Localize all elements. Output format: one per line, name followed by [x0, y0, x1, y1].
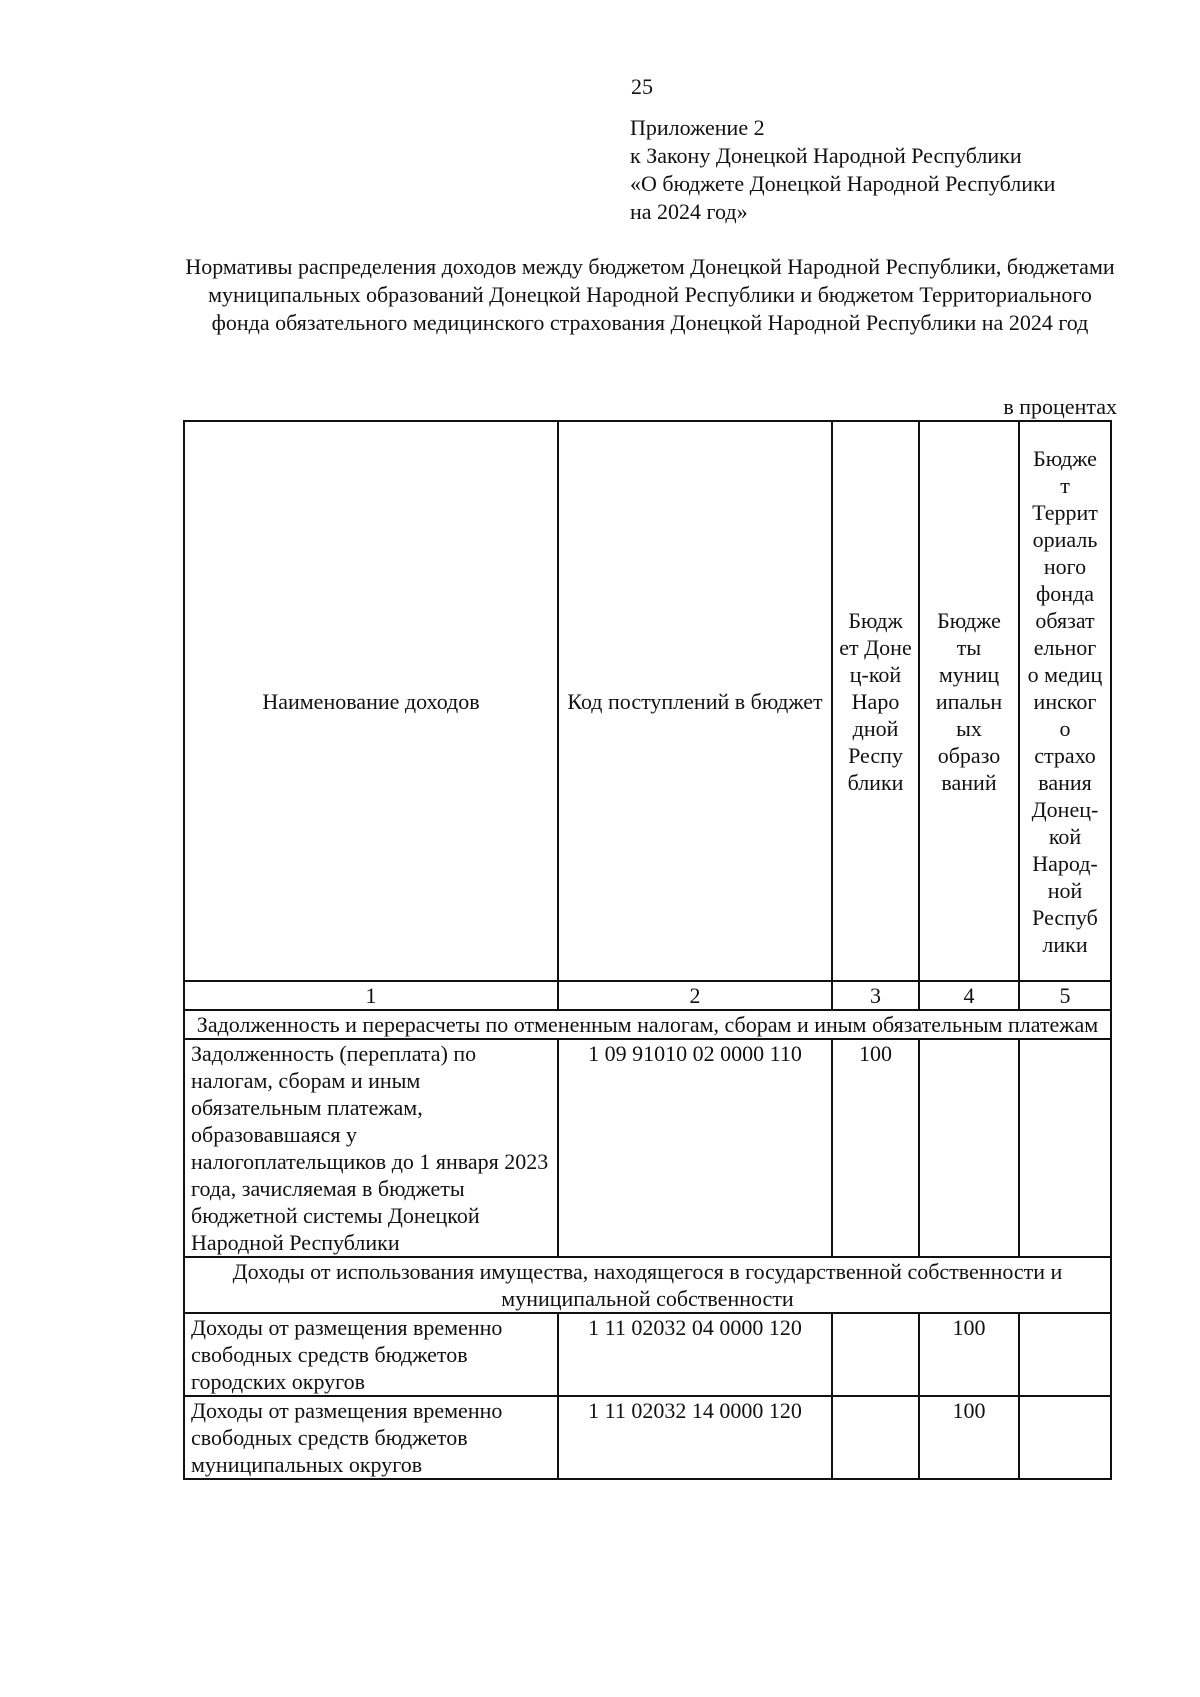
column-number: 2	[558, 981, 832, 1010]
appendix-line-3: «О бюджете Донецкой Народной Республики	[630, 171, 1056, 196]
page-number: 25	[631, 74, 653, 99]
section-row	[184, 1257, 1111, 1313]
republic-share-cell: 100	[832, 1039, 919, 1257]
income-code-cell: 1 11 02032 14 0000 120	[558, 1396, 832, 1479]
municipal-share-cell: 100	[919, 1396, 1019, 1479]
appendix-line-2: к Закону Донецкой Народной Республики	[630, 143, 1022, 168]
table-row	[184, 1396, 1111, 1479]
appendix-line-4: на 2024 год»	[630, 199, 748, 224]
unit-label: в процентах	[1003, 394, 1117, 419]
column-number-row	[184, 981, 1111, 1010]
income-code-cell: 1 09 91010 02 0000 110	[558, 1039, 832, 1257]
fund-share-cell	[1019, 1039, 1111, 1257]
republic-share-cell	[832, 1396, 919, 1479]
column-number: 4	[919, 981, 1019, 1010]
table-row	[184, 1039, 1111, 1257]
income-code-cell: 1 11 02032 04 0000 120	[558, 1313, 832, 1396]
column-number: 3	[832, 981, 919, 1010]
header-income-name: Наименование доходов	[184, 421, 558, 981]
income-name-cell: Задолженность (переплата) по налогам, сборам и иным обязательным платежам, образовавшаяся у налогоплательщиков до 1 января 2023 года, зачисляемая в бюджеты бюджетной системы Донецкой Народной Республики	[184, 1039, 558, 1257]
income-distribution-table	[183, 420, 1112, 1480]
appendix-header	[630, 114, 1055, 226]
fund-share-cell	[1019, 1396, 1111, 1479]
section-title: Доходы от использования имущества, находящегося в государственной собственности и муниципальной собственности	[184, 1257, 1111, 1313]
income-name-cell: Доходы от размещения временно свободных средств бюджетов городских округов	[184, 1313, 558, 1396]
income-name-cell: Доходы от размещения временно свободных средств бюджетов муниципальных округов	[184, 1396, 558, 1479]
municipal-share-cell	[919, 1039, 1019, 1257]
header-municipal-budgets: Бюдже ты муниц ипальн ых образо ваний	[919, 421, 1019, 981]
column-number: 5	[1019, 981, 1111, 1010]
header-republic-budget: Бюдж ет Доне ц-кой Наро дной Респу блики	[832, 421, 919, 981]
document-title: Нормативы распределения доходов между бюджетом Донецкой Народной Республики, бюджетами муниципальных образований Донецкой Народной Республики и бюджетом Территориального фонда обязательного медицинского страхования Донецкой Народной Республики на 2024 год	[185, 254, 1115, 335]
header-medical-fund-budget: Бюдже т Террит ориаль ного фонда обязат ельног о медиц инског о страхо вания Донец-кой Народ-ной Респуб лики	[1019, 421, 1111, 981]
fund-share-cell	[1019, 1313, 1111, 1396]
appendix-line-1: Приложение 2	[630, 115, 765, 140]
municipal-share-cell: 100	[919, 1313, 1019, 1396]
table-header-row	[184, 421, 1111, 981]
republic-share-cell	[832, 1313, 919, 1396]
column-number: 1	[184, 981, 558, 1010]
section-title: Задолженность и перерасчеты по отмененным налогам, сборам и иным обязательным платежам	[184, 1010, 1111, 1039]
header-income-code: Код поступлений в бюджет	[558, 421, 832, 981]
section-row	[184, 1010, 1111, 1039]
table-row	[184, 1313, 1111, 1396]
